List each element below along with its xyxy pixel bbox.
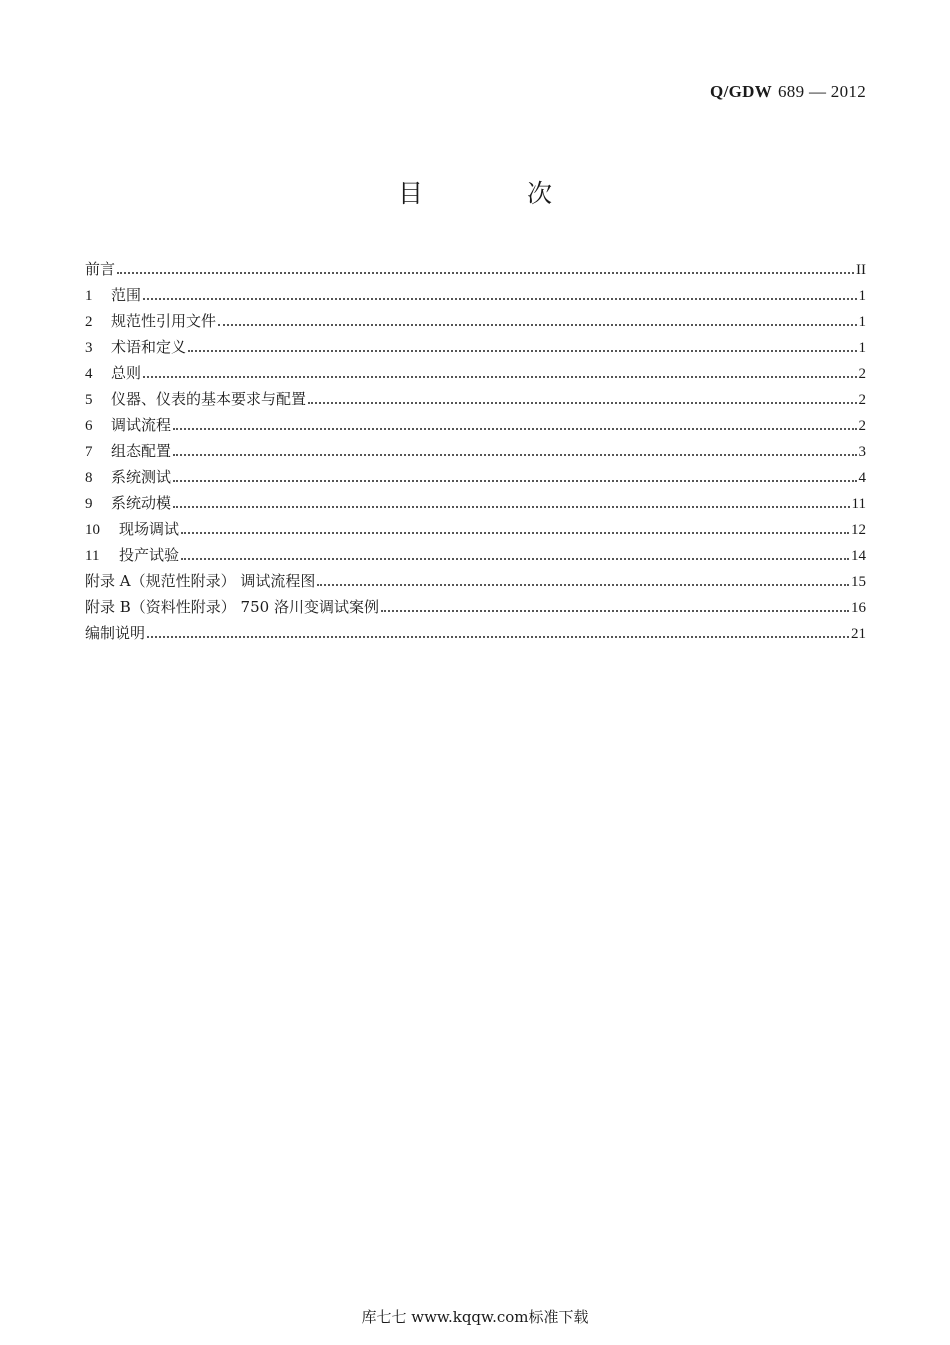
toc-entry-label: 仪器、仪表的基本要求与配置 — [111, 390, 307, 408]
toc-entry-number: 11 — [85, 548, 100, 564]
toc-entry-page: 16 — [851, 600, 866, 616]
toc-entry[interactable] — [85, 516, 866, 542]
toc-entry-page: 14 — [851, 548, 866, 564]
toc-leader-dots — [143, 297, 856, 300]
toc-entry[interactable] — [85, 568, 866, 594]
toc-entry-label: 系统测试 — [111, 468, 172, 486]
toc-entry-number: 4 — [85, 366, 93, 382]
toc-entry-label: 编制说明 — [85, 624, 146, 642]
toc-leader-dots — [317, 583, 849, 586]
page-footer: 库七七 www.kqqw.com标准下载 — [361, 1308, 589, 1326]
toc-leader-dots — [218, 323, 856, 326]
toc-entry-label: 调试流程 — [111, 416, 172, 434]
toc-leader-dots — [308, 401, 856, 404]
toc-leader-dots — [173, 479, 856, 482]
toc-entry-page: 12 — [851, 522, 866, 538]
toc-entry-number: 3 — [85, 340, 93, 356]
toc-leader-dots — [173, 453, 856, 456]
toc-entry-label: 投产试验 — [119, 546, 180, 564]
toc-leader-dots — [147, 635, 849, 638]
toc-entry[interactable] — [85, 282, 866, 308]
toc-entry-number: 9 — [85, 496, 93, 512]
toc-entry[interactable] — [85, 542, 866, 568]
toc-entry[interactable] — [85, 594, 866, 620]
toc-entry[interactable] — [85, 256, 866, 282]
toc-entry-number: 8 — [85, 470, 93, 486]
toc-leader-dots — [143, 375, 856, 378]
toc-entry[interactable] — [85, 464, 866, 490]
toc-entry-number: 7 — [85, 444, 93, 460]
toc-entry-page: 4 — [858, 470, 866, 486]
toc-entry[interactable] — [85, 360, 866, 386]
toc-entry[interactable] — [85, 386, 866, 412]
toc-entry-page: 11 — [851, 496, 866, 512]
standard-code: Q/GDW — [710, 82, 772, 101]
toc-entry[interactable] — [85, 620, 866, 646]
toc-entry-page: 3 — [858, 444, 866, 460]
toc-entry[interactable] — [85, 438, 866, 464]
toc-entry-label: 组态配置 — [111, 442, 172, 460]
toc-leader-dots — [117, 271, 854, 274]
toc-leader-dots — [188, 349, 856, 352]
toc-entry-label: 前言 — [85, 260, 116, 278]
toc-entry-label: 范围 — [111, 286, 142, 304]
toc-entry-label: 术语和定义 — [111, 338, 187, 356]
toc-entry-page: 15 — [851, 574, 866, 590]
standard-number: 689 — 2012 — [778, 82, 866, 101]
toc-entry-page: 1 — [858, 314, 866, 330]
toc-entry[interactable] — [85, 334, 866, 360]
toc-leader-dots — [173, 427, 856, 430]
toc-entry-number: 1 — [85, 288, 93, 304]
toc-leader-dots — [181, 557, 849, 560]
toc-entry-page: 1 — [858, 340, 866, 356]
toc-entry[interactable] — [85, 490, 866, 516]
table-of-contents — [85, 256, 866, 646]
page-title: 目 次 — [398, 179, 600, 208]
toc-leader-dots — [181, 531, 849, 534]
toc-entry-label: 规范性引用文件 — [111, 312, 217, 330]
toc-leader-dots — [173, 505, 850, 508]
toc-entry-number: 2 — [85, 314, 93, 330]
toc-entry-number: 10 — [85, 522, 100, 538]
toc-entry-page: 1 — [858, 288, 866, 304]
toc-entry-page: 21 — [851, 626, 866, 642]
toc-entry-label: 附录 B（资料性附录） 750 洛川变调试案例 — [85, 598, 379, 616]
toc-entry[interactable] — [85, 412, 866, 438]
toc-entry-page: 2 — [858, 366, 866, 382]
toc-entry-label: 现场调试 — [119, 520, 180, 538]
toc-entry-number: 6 — [85, 418, 93, 434]
toc-entry-label: 系统动模 — [111, 494, 172, 512]
toc-entry-label: 附录 A（规范性附录） 调试流程图 — [85, 572, 316, 590]
toc-entry-page: 2 — [858, 418, 866, 434]
toc-entry-label: 总则 — [111, 364, 142, 382]
toc-leader-dots — [381, 609, 849, 612]
toc-entry-page: 2 — [858, 392, 866, 408]
toc-entry-page: II — [856, 262, 866, 278]
toc-entry[interactable] — [85, 308, 866, 334]
toc-entry-number: 5 — [85, 392, 93, 408]
document-header — [710, 82, 866, 102]
